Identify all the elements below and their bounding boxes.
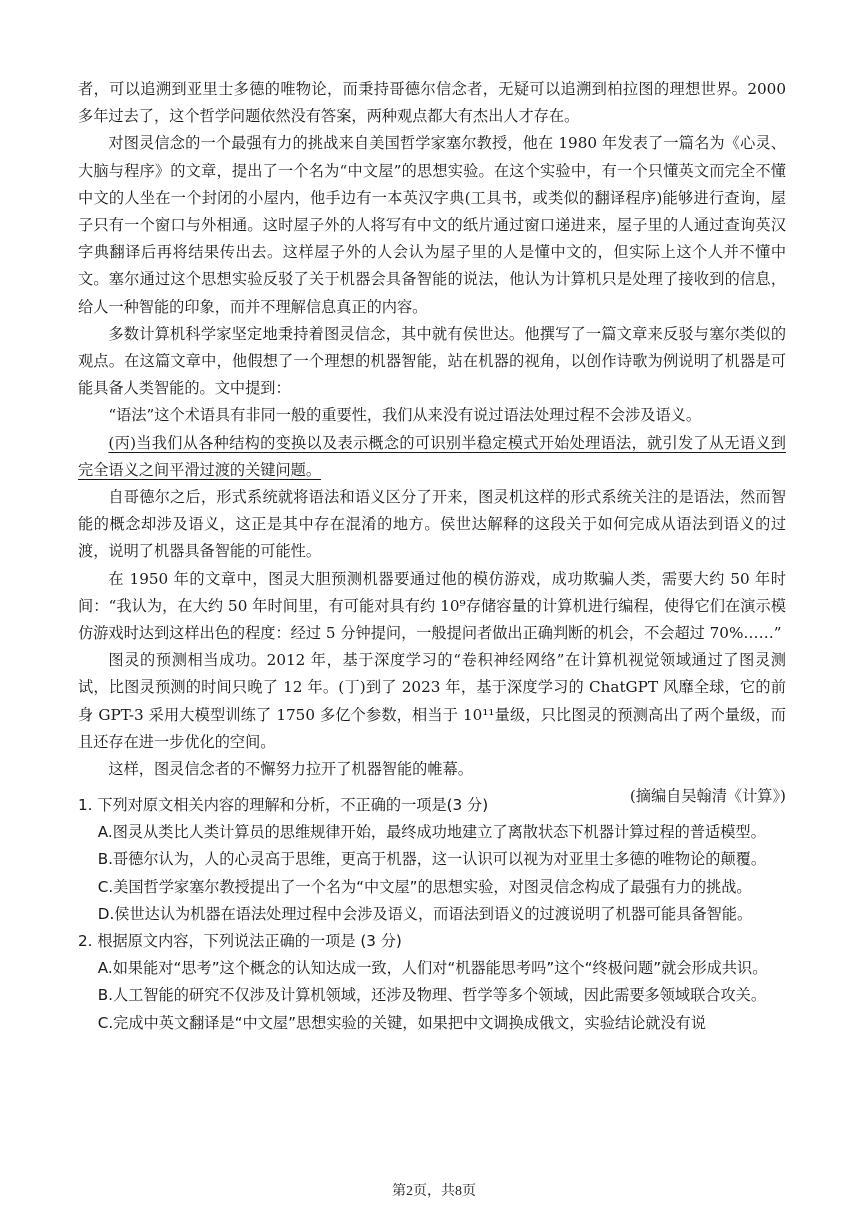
passage-source: (摘编自吴翰清《计算》) (629, 787, 786, 806)
question-section (78, 792, 786, 1037)
question-option: D.侯世达认为机器在语法处理过程中会涉及语义，而语法到语义的过渡说明了机器可能具备智能。 (97, 904, 753, 923)
question-option: A.图灵从类比人类计算员的思维规律开始，最终成功地建立了离散状态下机器计算过程的普适模型。 (97, 823, 766, 842)
question-title: 1. 下列对原文相关内容的理解和分析，不正确的一项是(3 分) (78, 796, 489, 814)
passage-paragraph: 多数计算机科学家坚定地秉持着图灵信念，其中就有侯世达。他撰写了一篇文章来反驳与塞尔类似的观点。在这篇文章中，他假想了一个理想的机器智能，站在机器的视角，以创作诗歌为例说明了机器是可能具备人类智能的。文中提到： (78, 324, 786, 398)
passage-quote: “语法”这个术语具有非同一般的重要性，我们从来没有说过语法处理过程不会涉及语义。 (108, 406, 702, 425)
passage-paragraph: 自哥德尔之后，形式系统就将语法和语义区分了开来，图灵机这样的形式系统关注的是语法，然而智能的概念却涉及语义，这正是其中存在混淆的地方。侯世达解释的这段关于如何完成从语法到语义的过渡，说明了机器具备智能的可能性。 (78, 488, 786, 561)
reading-passage (78, 76, 786, 810)
page-footer: 第2页，共8页 (392, 1184, 476, 1199)
passage-paragraph: 这样，图灵信念者的不懈努力拉开了机器智能的帷幕。 (108, 760, 473, 779)
question-option: C.完成中英文翻译是“中文屋”思想实验的关键，如果把中文调换成俄文，实验结论就没有说 (97, 1013, 707, 1032)
question-option: A.如果能对“思考”这个概念的认知达成一致，人们对“机器能思考吗”这个“终极问题”就会形成共识。 (97, 959, 768, 978)
question-option: C.美国哲学家塞尔教授提出了一个名为“中文屋”的思想实验，对图灵信念构成了最强有力的挑战。 (97, 877, 752, 896)
question-option: B.哥德尔认为，人的心灵高于思维，更高于机器，这一认识可以视为对亚里士多德的唯物论的颠覆。 (97, 850, 767, 869)
passage-underlined-sentence: (丙)当我们从各种结构的变换以及表示概念的可识别半稳定模式开始处理语法，就引发了从无语义到完全语义之间平滑过渡的关键问题。 (78, 433, 786, 479)
passage-paragraph: 者，可以追溯到亚里士多德的唯物论，而秉持哥德尔信念者，无疑可以追溯到柏拉图的理想世界。2000 多年过去了，这个哲学问题依然没有答案，两种观点都大有杰出人才存在。 (78, 80, 786, 126)
question-option: B.人工智能的研究不仅涉及计算机领域，还涉及物理、哲学等多个领域，因此需要多领域联合攻关。 (97, 986, 767, 1005)
question-title: 2. 根据原文内容，下列说法正确的一项是 (3 分) (78, 932, 402, 951)
passage-paragraph: 对图灵信念的一个最强有力的挑战来自美国哲学家塞尔教授，他在 1980 年发表了一篇名为《心灵、大脑与程序》的文章，提出了一个名为“中文屋”的思想实验。在这个实验中，有一个只懂英文而完全不懂中文的人坐在一个封闭的小屋内，他手边有一本英汉字典(工具书，或类似的翻译程序)能够进行查询，屋子只有一个窗口与外相通。这时屋子外的人将写有中文的纸片通过窗口递进来，屋子里的人通过查询英汉字典翻译后再将结果传出去。这样屋子外的人会认为屋子里的人是懂中文的，但实际上这个人并不懂中文。塞尔通过这个思想实验反驳了关于机器会具备智能的说法，他认为计算机只是处理了接收到的信息，给人一种智能的印象，而并不理解信息真正的内容。 (78, 134, 786, 316)
passage-paragraph: 图灵的预测相当成功。2012 年，基于深度学习的“卷积神经网络”在计算机视觉领域通过了图灵测试，比图灵预测的时间只晚了 12 年。(丁)到了 2023 年，基于深度学习的 ChatGPT 风靡全球，它的前身 GPT-3 采用大模型训练了 1750 多亿个参数，相当于 10¹¹量级，只比图灵的预测高出了两个量级，而且还存在进一步优化的空间。 (78, 651, 786, 751)
passage-paragraph: 在 1950 年的文章中，图灵大胆预测机器要通过他的模仿游戏，成功欺骗人类，需要大约 50 年时间：“我认为，在大约 50 年时间里，有可能对具有约 10⁹存储容量的计算机进行编程，使得它们在演示模仿游戏时达到这样出色的程度：经过 5 分钟提问，一般提问者做出正确判断的机会，不会超过 70%……” (78, 569, 786, 643)
